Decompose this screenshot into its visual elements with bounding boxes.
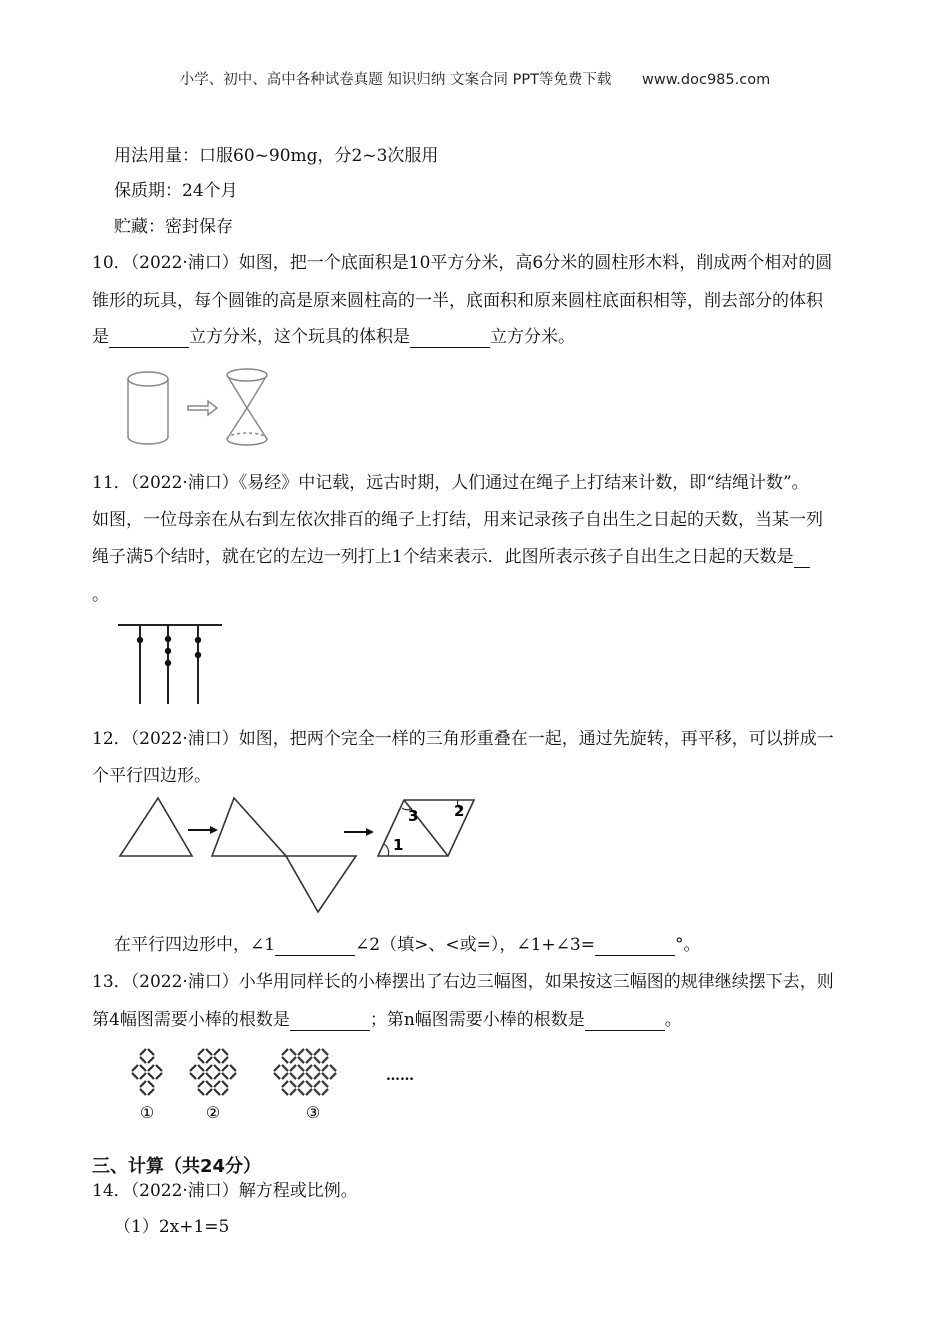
q12-blank-2[interactable] (595, 937, 675, 956)
ellipsis: …… (386, 1068, 414, 1084)
page-header (0, 68, 950, 89)
header-site-link[interactable]: www.doc985.com (642, 72, 771, 88)
q12-line2: 个平行四边形。 (92, 766, 211, 786)
q13-text-b: ；第n幅图需要小棒的根数是 (369, 1010, 585, 1030)
stick (282, 1089, 288, 1095)
stick (290, 1049, 296, 1055)
stick (322, 1057, 328, 1063)
stick-pattern-1 (132, 1049, 162, 1095)
q13-text-c: 。 (664, 1010, 682, 1030)
knot (195, 652, 201, 658)
stick (298, 1049, 304, 1055)
stick (198, 1089, 204, 1095)
q10-blank-2[interactable] (410, 329, 490, 348)
q12-text-a: 在平行四边形中，∠1 (114, 935, 276, 955)
stick (198, 1049, 204, 1055)
q11-line4: 。 (92, 585, 109, 605)
stick (206, 1057, 212, 1063)
stick (290, 1089, 296, 1095)
knot (165, 660, 171, 666)
stick (148, 1057, 154, 1063)
arrow-icon (188, 401, 217, 415)
q10-text-b: 立方分米，这个玩具的体积是 (189, 327, 410, 347)
stick (190, 1073, 196, 1079)
stick (206, 1081, 212, 1087)
q10-line1: 10．（2022·浦口）如图，把一个底面积是10平方分米，高6分米的圆柱形木料，削成两个相对的圆 (92, 253, 833, 273)
stick (198, 1057, 204, 1063)
stick (306, 1073, 312, 1079)
stick (274, 1065, 280, 1071)
stick (298, 1081, 304, 1087)
q11-line3 (92, 546, 810, 568)
q12-triangle-figure (112, 796, 482, 914)
stick (314, 1049, 320, 1055)
double-cone-shape (227, 369, 267, 445)
stick (148, 1073, 154, 1079)
stick (198, 1081, 204, 1087)
stick (290, 1081, 296, 1087)
stick (214, 1073, 220, 1079)
knot (195, 637, 201, 643)
stick (132, 1073, 138, 1079)
stick (274, 1073, 280, 1079)
stick (306, 1089, 312, 1095)
q14-line1: 14．（2022·浦口）解方程或比例。 (92, 1181, 358, 1201)
stick (282, 1073, 288, 1079)
angle-label-3: 3 (408, 807, 419, 825)
q11-line2: 如图，一位母亲在从右到左依次排百的绳子上打结，用来记录孩子自出生之日起的天数，当某一列 (92, 510, 823, 530)
stick (198, 1073, 204, 1079)
q13-blank-2[interactable] (585, 1012, 665, 1031)
q10-line3 (92, 326, 575, 348)
stick (206, 1049, 212, 1055)
stick (322, 1073, 328, 1079)
med-shelf-life: 保质期：24个月 (114, 181, 238, 201)
figure-label-2: ② (205, 1103, 221, 1122)
stick (230, 1065, 236, 1071)
q12-line1: 12．（2022·浦口）如图，把两个完全一样的三角形重叠在一起，通过先旋转，再平移，可以拼成一 (92, 729, 834, 749)
med-usage: 用法用量：口服60~90mg，分2~3次服用 (114, 146, 439, 166)
arrow-icon (344, 828, 374, 836)
stick (230, 1073, 236, 1079)
stick (206, 1073, 212, 1079)
angle-label-1: 1 (393, 836, 404, 854)
stick (206, 1089, 212, 1095)
angle-label-2: 2 (454, 802, 465, 820)
q11-line1: 11．（2022·浦口）《易经》中记载，远古时期，人们通过在绳子上打结来计数，即“结绳计数”。 (92, 473, 809, 493)
stick (222, 1081, 228, 1087)
stick (214, 1057, 220, 1063)
stick (282, 1057, 288, 1063)
triangle-pair-a (212, 798, 286, 856)
stick (290, 1073, 296, 1079)
stick (298, 1073, 304, 1079)
header-text: 小学、初中、高中各种试卷真题 知识归纳 文案合同 PPT等免费下载 (179, 72, 612, 88)
q10-text-a: 是 (92, 327, 109, 347)
figure-label-1: ① (139, 1103, 155, 1122)
stick (140, 1089, 146, 1095)
stick (290, 1065, 296, 1071)
q10-blank-1[interactable] (109, 329, 189, 348)
stick (206, 1065, 212, 1071)
stick (156, 1065, 162, 1071)
q12-fill-line (114, 934, 700, 956)
stick (330, 1065, 336, 1071)
section-title-calculation: 三、计算（共24分） (92, 1156, 262, 1177)
q13-text-a: 第4幅图需要小棒的根数是 (92, 1010, 290, 1030)
stick (322, 1065, 328, 1071)
q13-line2 (92, 1009, 682, 1031)
q12-text-c: °。 (674, 935, 701, 955)
q10-line2: 锥形的玩具，每个圆锥的高是原来圆柱高的一半，底面积和原来圆柱底面积相等，削去部分的体积 (92, 291, 823, 311)
stick (214, 1081, 220, 1087)
stick (140, 1065, 146, 1071)
q12-blank-1[interactable] (275, 937, 355, 956)
stick (140, 1057, 146, 1063)
stick-pattern-3 (274, 1049, 336, 1095)
q13-stick-figure (112, 1046, 442, 1124)
triangle-original (120, 798, 192, 856)
knot (165, 648, 171, 654)
q13-line1: 13．（2022·浦口）小华用同样长的小棒摆出了右边三幅图，如果按这三幅图的规律继续摆下去，则 (92, 972, 834, 992)
stick (222, 1049, 228, 1055)
stick (214, 1049, 220, 1055)
q10-text-c: 立方分米。 (490, 327, 575, 347)
stick (198, 1065, 204, 1071)
stick (314, 1081, 320, 1087)
stick (306, 1049, 312, 1055)
q11-blank[interactable] (794, 549, 810, 568)
q11-text: 绳子满5个结时，就在它的左边一列打上1个结来表示．此图所表示孩子自出生之日起的天数是 (92, 547, 794, 567)
stick (290, 1057, 296, 1063)
q10-figure (122, 366, 282, 452)
stick (314, 1057, 320, 1063)
stick (282, 1065, 288, 1071)
stick (222, 1065, 228, 1071)
stick (314, 1065, 320, 1071)
stick (190, 1065, 196, 1071)
stick (140, 1073, 146, 1079)
stick (132, 1065, 138, 1071)
stick (140, 1081, 146, 1087)
figure-label-3: ③ (305, 1103, 321, 1122)
stick (282, 1081, 288, 1087)
med-storage: 贮藏：密封保存 (114, 217, 233, 237)
stick (306, 1081, 312, 1087)
stick (222, 1089, 228, 1095)
q14-sub1: （1）2x+1=5 (114, 1217, 230, 1237)
stick (298, 1089, 304, 1095)
stick (214, 1089, 220, 1095)
stick (148, 1081, 154, 1087)
stick (314, 1089, 320, 1095)
stick (140, 1049, 146, 1055)
stick (148, 1049, 154, 1055)
stick (322, 1081, 328, 1087)
stick (322, 1049, 328, 1055)
stick (214, 1065, 220, 1071)
stick (222, 1073, 228, 1079)
q11-knot-rope-figure (114, 620, 226, 706)
stick (298, 1065, 304, 1071)
knot (137, 637, 143, 643)
q12-text-b: ∠2（填>、<或=），∠1+∠3= (355, 935, 595, 955)
stick (330, 1073, 336, 1079)
stick-pattern-2 (190, 1049, 236, 1095)
arrow-icon (188, 826, 218, 834)
q13-blank-1[interactable] (290, 1012, 370, 1031)
triangle-pair-b (286, 856, 356, 912)
stick (156, 1073, 162, 1079)
stick (148, 1065, 154, 1071)
stick (306, 1057, 312, 1063)
cylinder-shape (128, 372, 168, 444)
stick (222, 1057, 228, 1063)
stick (322, 1089, 328, 1095)
stick (282, 1049, 288, 1055)
stick (306, 1065, 312, 1071)
stick (298, 1057, 304, 1063)
knot (165, 636, 171, 642)
stick (314, 1073, 320, 1079)
stick (148, 1089, 154, 1095)
